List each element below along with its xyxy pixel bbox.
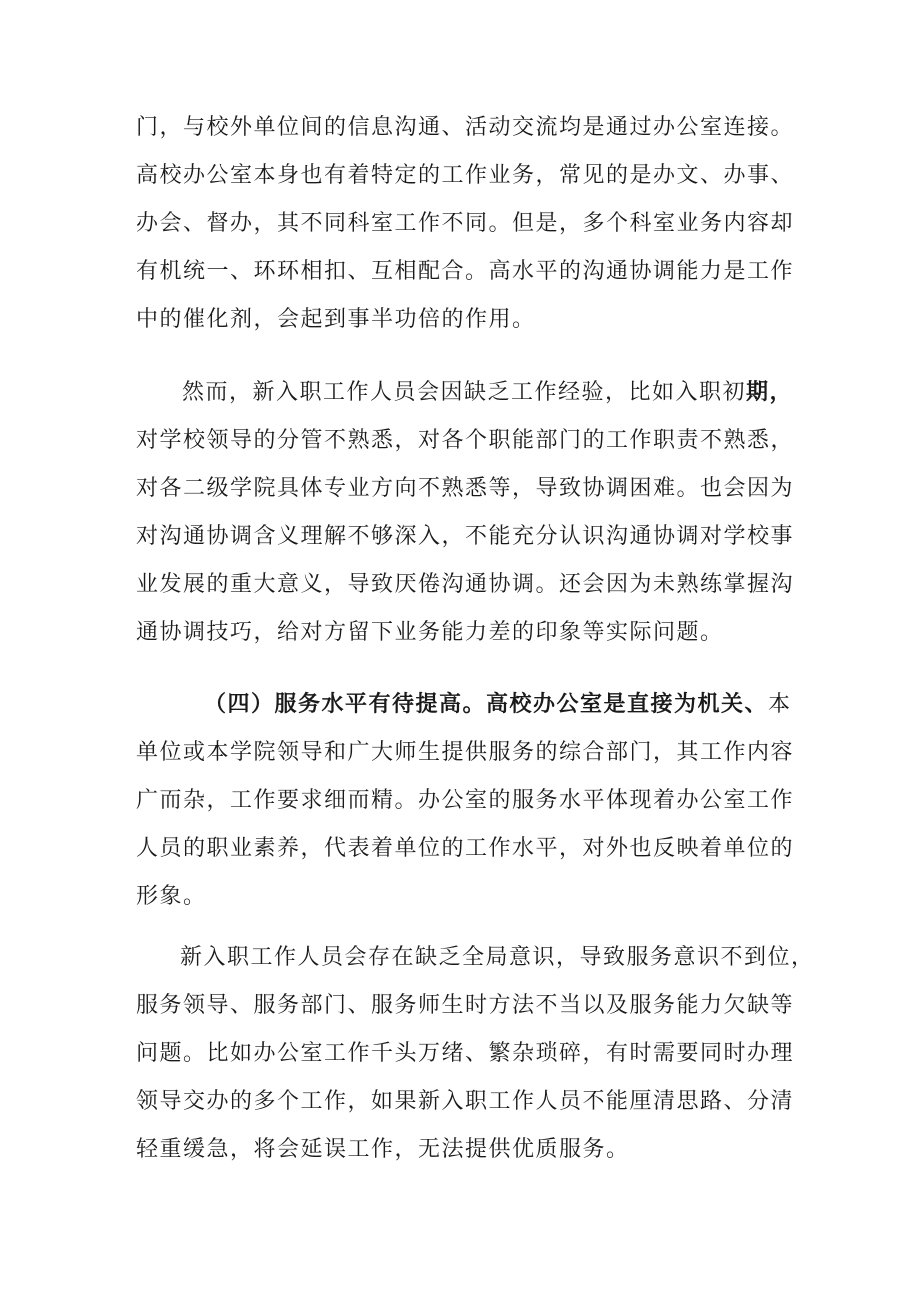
text-run: 然而，新入职工作人员会因缺乏工作经验，比如入职初 xyxy=(182,380,747,405)
text-line: 通协调技巧，给对方留下业务能力差的印象等实际问题。 xyxy=(136,620,724,645)
text-run: 本 xyxy=(768,692,792,717)
text-line: 轻重缓急，将会延误工作，无法提供优质服务。 xyxy=(136,1137,630,1162)
text-line: 门，与校外单位间的信息沟通、活动交流均是通过办公室连接。 xyxy=(136,115,795,140)
paragraph-communication-role xyxy=(136,104,796,344)
paragraph-service-level xyxy=(136,680,796,921)
text-line: 对各二级学院具体专业方向不熟悉等，导致协调困难。也会因为 xyxy=(136,476,795,501)
bold-text-run: 期， xyxy=(746,379,794,405)
text-line-first xyxy=(136,680,796,729)
text-line: 办会、督办，其不同科室工作不同。但是，多个科室业务内容却 xyxy=(136,211,795,236)
text-line: 广而杂，工作要求细而精。办公室的服务水平体现着办公室工作 xyxy=(136,788,795,813)
text-line: 领导交办的多个工作，如果新入职工作人员不能厘清思路、分清 xyxy=(136,1089,795,1114)
text-line: 形象。 xyxy=(136,884,207,909)
paragraph-service-issues xyxy=(136,934,815,1174)
text-line: 业发展的重大意义，导致厌倦沟通协调。还会因为未熟练掌握沟 xyxy=(136,572,795,597)
paragraph-new-staff-coordination xyxy=(136,368,796,657)
text-line: 对学校领导的分管不熟悉，对各个职能部门的工作职责不熟悉， xyxy=(136,428,795,453)
text-line: 中的催化剂，会起到事半功倍的作用。 xyxy=(136,307,536,332)
text-line: 人员的职业素养，代表着单位的工作水平，对外也反映着单位的 xyxy=(136,836,795,861)
text-line: 有机统一、环环相扣、互相配合。高水平的沟通协调能力是工作 xyxy=(136,259,795,284)
text-line: 对沟通协调含义理解不够深入，不能充分认识沟通协调对学校事 xyxy=(136,524,795,549)
text-line-first xyxy=(136,368,796,417)
text-line: 问题。比如办公室工作千头万绪、繁杂琐碎，有时需要同时办理 xyxy=(136,1041,795,1066)
section-heading: （四）服务水平有待提高。高校办公室是直接为机关、 xyxy=(204,691,769,717)
text-line: 高校办公室本身也有着特定的工作业务，常见的是办文、办事、 xyxy=(136,163,795,188)
text-line-first: 新入职工作人员会存在缺乏全局意识，导致服务意识不到位， xyxy=(180,945,815,970)
text-line: 服务领导、服务部门、服务师生时方法不当以及服务能力欠缺等 xyxy=(136,993,795,1018)
text-line: 单位或本学院领导和广大师生提供服务的综合部门，其工作内容 xyxy=(136,740,795,765)
